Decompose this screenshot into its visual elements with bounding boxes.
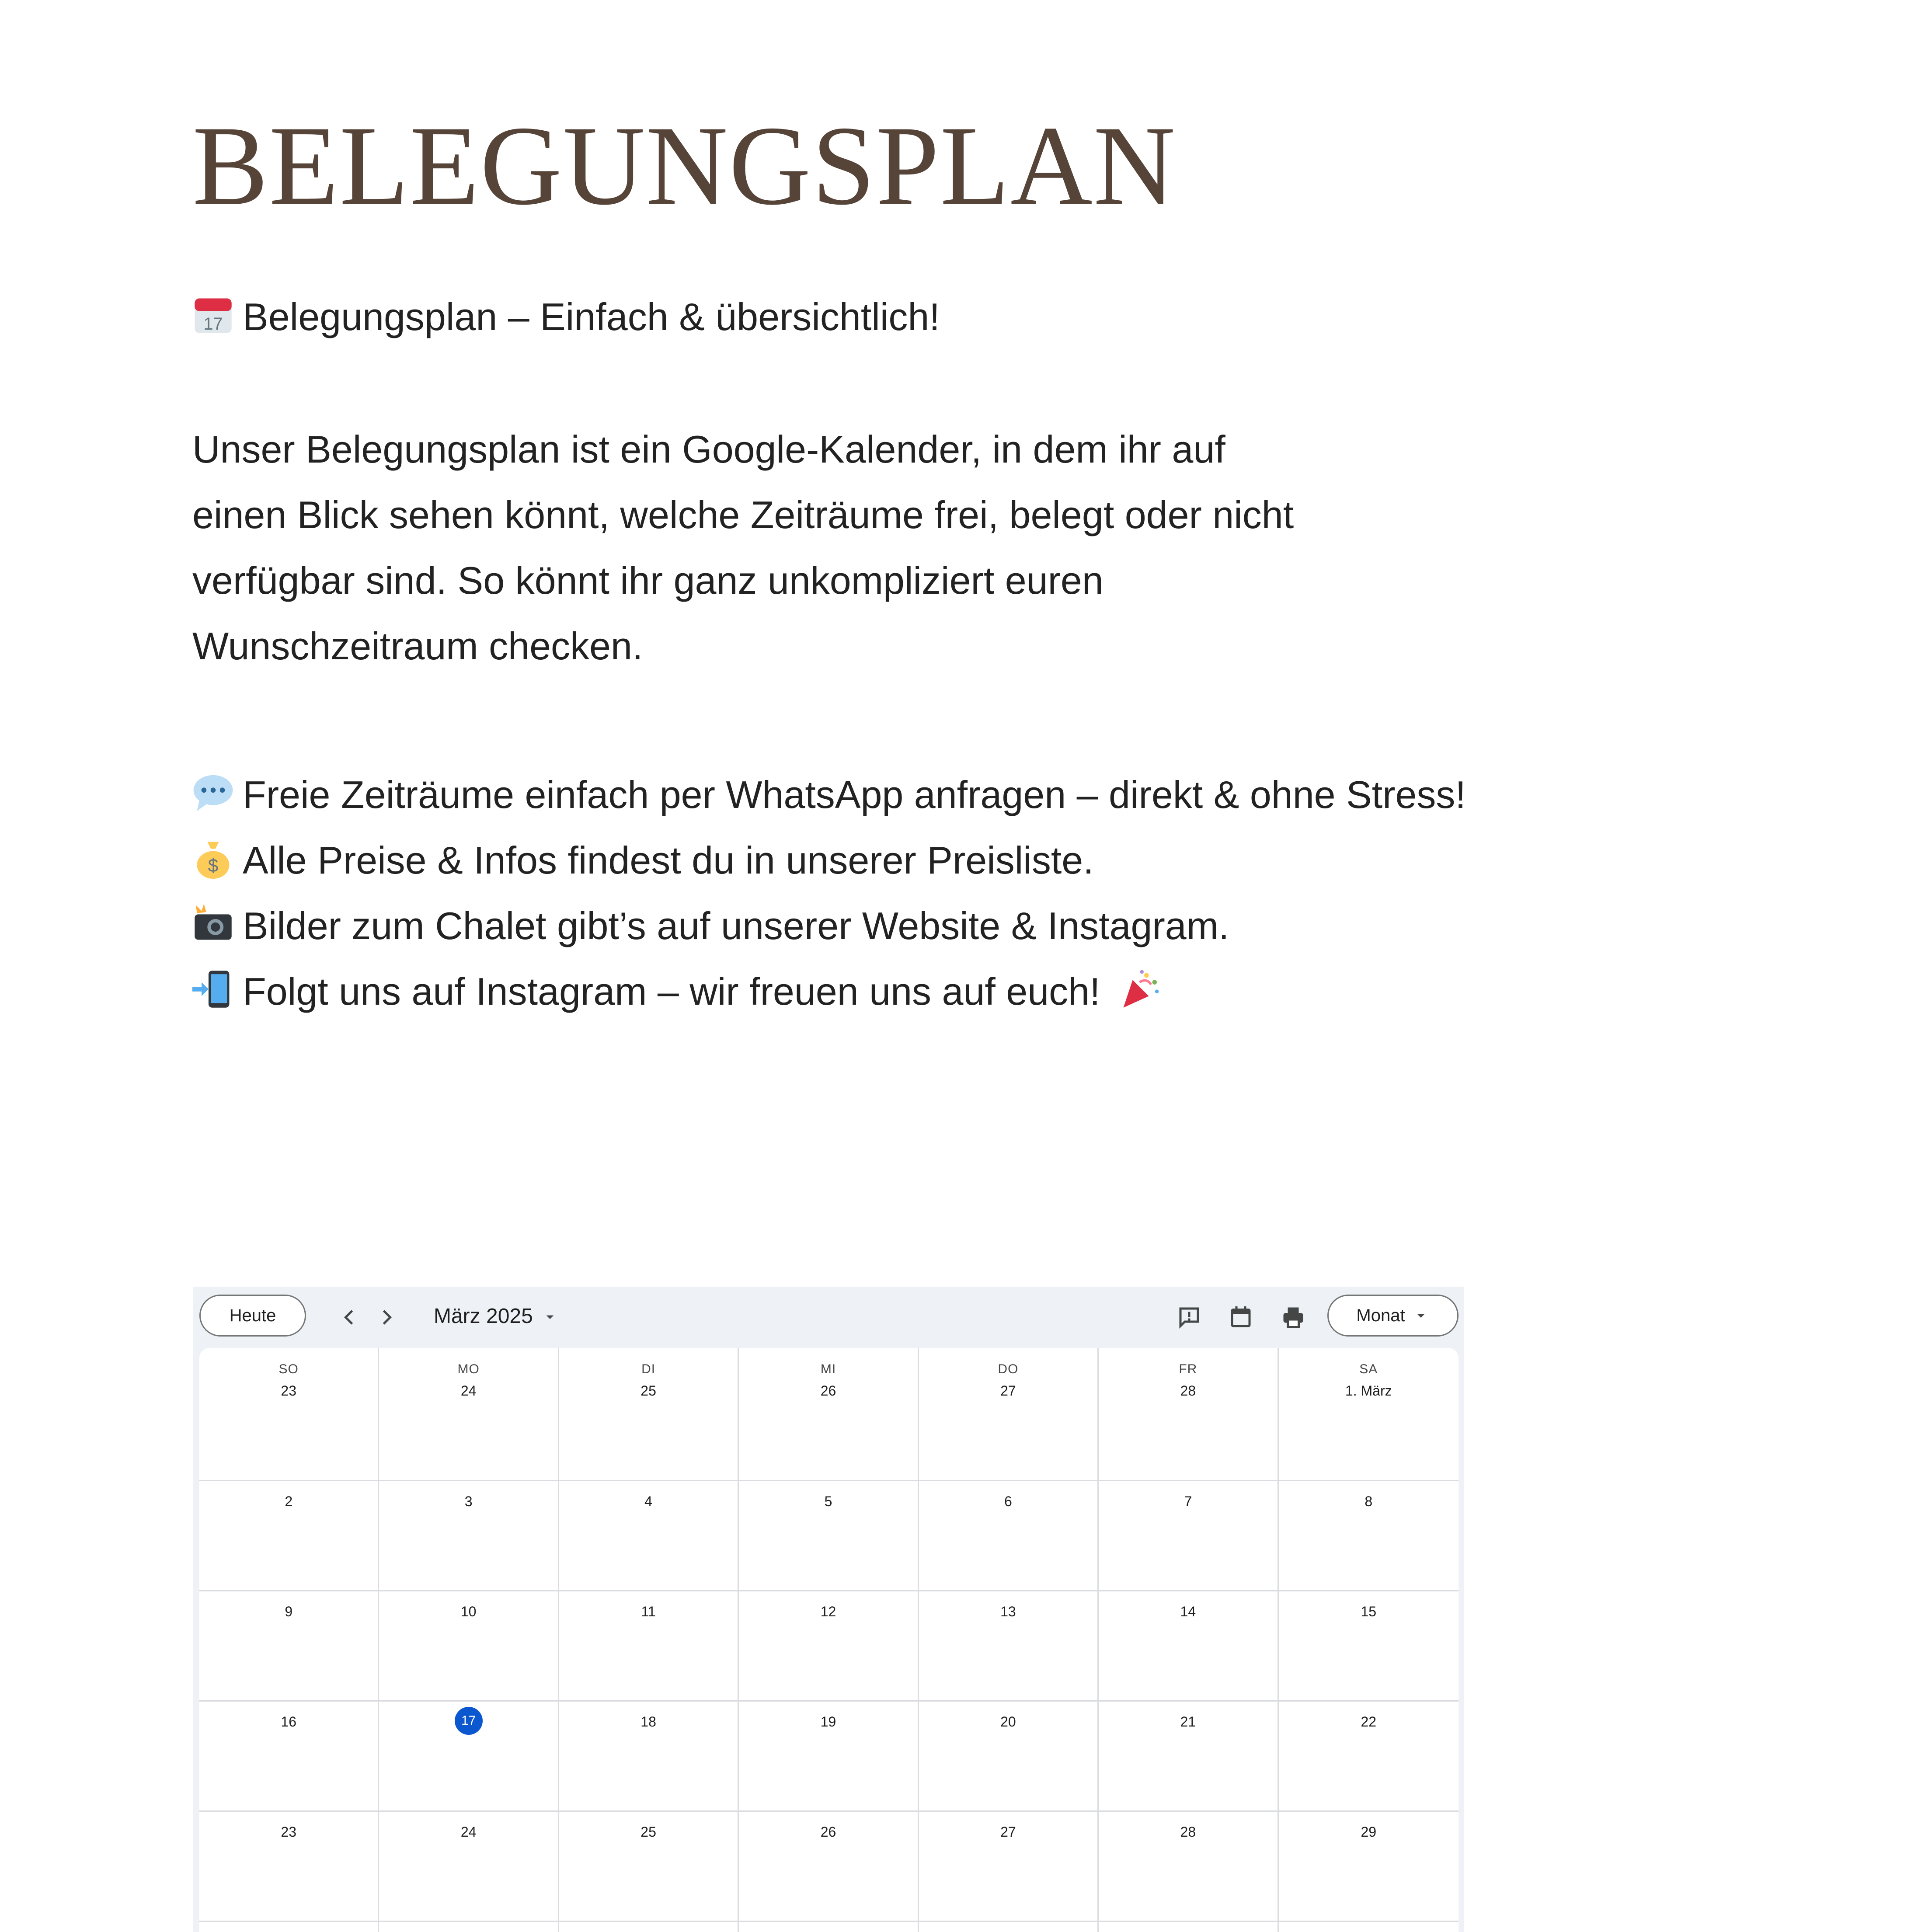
day-number[interactable]: 22 — [1361, 1714, 1377, 1730]
day-cell[interactable] — [1279, 1812, 1459, 1922]
day-cell[interactable] — [379, 1591, 559, 1702]
day-cell[interactable] — [199, 1702, 379, 1812]
previous-month-icon[interactable] — [336, 1304, 362, 1330]
day-cell[interactable] — [379, 1922, 559, 1932]
today-marker[interactable]: 17 — [455, 1707, 483, 1735]
day-cell[interactable] — [1099, 1591, 1278, 1702]
intro-paragraph-line-3: verfügbar sind. So könnt ihr ganz unkompliziert euren — [192, 559, 1104, 602]
intro-headline — [192, 284, 940, 350]
bullet-instagram-text: Folgt uns auf Instagram – wir freuen uns auf euch! — [243, 970, 1100, 1013]
day-number[interactable]: 2 — [285, 1493, 293, 1509]
watermark — [1482, 0, 1932, 1932]
money-bag-icon — [192, 837, 234, 879]
day-cell[interactable] — [559, 1591, 739, 1702]
svg-text:$: $ — [208, 855, 219, 876]
day-number[interactable]: 25 — [641, 1824, 656, 1840]
intro-paragraph-line-4: Wunschzeitraum checken. — [192, 624, 643, 668]
day-cell[interactable] — [1099, 1481, 1278, 1591]
bullet-instagram — [192, 959, 1160, 1024]
day-cell[interactable] — [1279, 1348, 1459, 1481]
day-cell[interactable] — [919, 1481, 1099, 1591]
chevron-down-icon — [1412, 1307, 1430, 1324]
calendar-icon — [192, 294, 234, 335]
day-number[interactable]: 3 — [464, 1493, 473, 1509]
day-cell[interactable] — [559, 1702, 739, 1812]
phone-arrow-icon — [192, 968, 234, 1010]
day-cell[interactable] — [1279, 1922, 1459, 1932]
day-number[interactable]: 15 — [1361, 1604, 1377, 1619]
day-number[interactable]: 10 — [460, 1604, 477, 1619]
day-number[interactable]: 13 — [1000, 1604, 1016, 1619]
day-number[interactable]: 27 — [1000, 1824, 1016, 1840]
day-cell[interactable] — [739, 1922, 919, 1932]
intro-paragraph-line-2: einen Blick sehen könnt, welche Zeiträume frei, belegt oder nicht — [192, 493, 1294, 536]
day-cell[interactable] — [559, 1812, 739, 1922]
weekday-label: MI — [820, 1362, 836, 1376]
day-number[interactable]: 29 — [1361, 1824, 1377, 1840]
day-number[interactable]: 5 — [824, 1493, 832, 1509]
weekday-label: MO — [457, 1362, 480, 1376]
day-number[interactable]: 14 — [1180, 1604, 1196, 1619]
bullet-pictures-text: Bilder zum Chalet gibt’s auf unserer Website & Instagram. — [243, 904, 1229, 947]
chevron-down-icon — [541, 1308, 559, 1326]
intro-paragraph-line-1: Unser Belegungsplan ist ein Google-Kalender, in dem ihr auf — [192, 428, 1225, 471]
day-cell[interactable] — [919, 1348, 1099, 1481]
intro-headline-text: Belegungsplan – Einfach & übersichtlich! — [243, 295, 940, 338]
view-selector-button[interactable] — [1327, 1295, 1459, 1337]
day-number[interactable]: 16 — [281, 1714, 296, 1730]
speech-bubble-icon — [192, 772, 234, 813]
day-number[interactable]: 27 — [1000, 1383, 1016, 1399]
day-cell[interactable] — [199, 1812, 379, 1922]
day-number[interactable]: 26 — [820, 1824, 836, 1840]
day-cell[interactable] — [919, 1812, 1099, 1922]
calendar-toolbar — [193, 1287, 1464, 1348]
day-cell[interactable] — [1279, 1481, 1459, 1591]
day-number[interactable]: 21 — [1180, 1714, 1196, 1730]
day-cell[interactable] — [739, 1812, 919, 1922]
day-cell[interactable] — [199, 1481, 379, 1591]
day-cell[interactable] — [559, 1481, 739, 1591]
day-number[interactable]: 26 — [820, 1383, 836, 1399]
day-cell[interactable] — [919, 1702, 1099, 1812]
day-number[interactable]: 23 — [281, 1824, 296, 1840]
next-month-icon[interactable] — [374, 1304, 400, 1330]
bullet-prices-text: Alle Preise & Infos findest du in unserer Preisliste. — [243, 839, 1094, 882]
camera-flash-icon — [192, 903, 234, 944]
day-cell[interactable] — [919, 1591, 1099, 1702]
month-label: März 2025 — [434, 1305, 533, 1328]
day-number[interactable]: 18 — [641, 1714, 656, 1730]
calendar-view-icon[interactable] — [1228, 1304, 1254, 1330]
party-popper-icon — [1119, 968, 1160, 1010]
day-cell[interactable] — [199, 1922, 379, 1932]
day-number[interactable]: 1. März — [1345, 1383, 1392, 1399]
day-number[interactable]: 19 — [820, 1714, 836, 1730]
day-cell[interactable] — [199, 1348, 379, 1481]
day-cell[interactable] — [379, 1481, 559, 1591]
day-number[interactable]: 11 — [641, 1604, 656, 1619]
page-title: BELEGUNGSPLAN — [192, 103, 1177, 229]
day-number[interactable]: 28 — [1180, 1824, 1196, 1840]
svg-text:17: 17 — [203, 314, 223, 334]
day-cell[interactable] — [1099, 1812, 1278, 1922]
day-number[interactable]: 7 — [1184, 1493, 1192, 1509]
weekday-label: FR — [1179, 1362, 1197, 1376]
day-cell-today[interactable] — [379, 1702, 559, 1812]
day-cell[interactable] — [379, 1812, 559, 1922]
day-cell[interactable] — [1279, 1702, 1459, 1812]
day-cell[interactable] — [1099, 1348, 1278, 1481]
day-cell[interactable] — [1099, 1922, 1278, 1932]
day-number[interactable]: 24 — [460, 1383, 477, 1399]
day-cell[interactable] — [1099, 1702, 1278, 1812]
feedback-icon[interactable] — [1176, 1304, 1202, 1330]
day-cell[interactable] — [739, 1702, 919, 1812]
day-cell[interactable] — [379, 1348, 559, 1481]
day-number[interactable]: 12 — [820, 1604, 836, 1619]
bullet-whatsapp-text: Freie Zeiträume einfach per WhatsApp anfragen – direkt & ohne Stress! — [243, 773, 1466, 816]
view-selector-label: Monat — [1356, 1305, 1405, 1325]
calendar-embed — [193, 1287, 1464, 1932]
day-cell[interactable] — [739, 1348, 919, 1481]
bullet-whatsapp — [192, 762, 1466, 828]
day-cell[interactable] — [919, 1922, 1099, 1932]
day-cell[interactable] — [1279, 1591, 1459, 1702]
day-number[interactable]: 9 — [285, 1604, 293, 1619]
day-number[interactable]: 25 — [641, 1383, 656, 1399]
day-cell[interactable] — [559, 1348, 739, 1481]
month-grid — [199, 1348, 1459, 1932]
day-number[interactable]: 24 — [460, 1824, 477, 1840]
month-selector[interactable] — [434, 1304, 559, 1328]
weekday-label: DO — [998, 1362, 1019, 1376]
bullet-prices — [192, 828, 1094, 893]
weekday-label: SA — [1359, 1362, 1378, 1376]
weekday-label: DI — [641, 1362, 656, 1376]
day-cell[interactable] — [739, 1481, 919, 1591]
day-number[interactable]: 6 — [1004, 1493, 1012, 1509]
day-cell[interactable] — [559, 1922, 739, 1932]
day-number[interactable]: 23 — [281, 1383, 296, 1399]
day-cell[interactable] — [199, 1591, 379, 1702]
day-cell[interactable] — [739, 1591, 919, 1702]
print-icon[interactable] — [1280, 1304, 1306, 1330]
today-button[interactable]: Heute — [199, 1295, 306, 1337]
weekday-label: SO — [278, 1362, 299, 1376]
day-number[interactable]: 4 — [644, 1493, 652, 1509]
day-number[interactable]: 8 — [1365, 1493, 1373, 1509]
day-number[interactable]: 28 — [1180, 1383, 1196, 1399]
bullet-pictures — [192, 893, 1229, 959]
day-number[interactable]: 20 — [1000, 1714, 1016, 1730]
